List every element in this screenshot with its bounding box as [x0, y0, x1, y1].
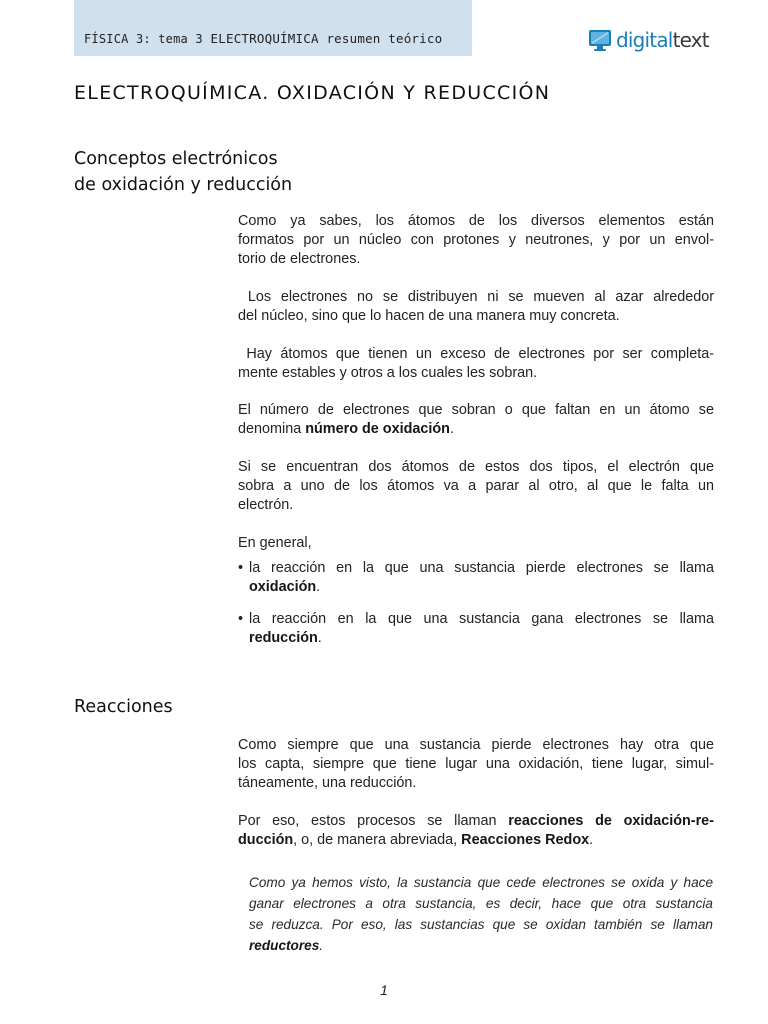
text-line: mente estables y otros a los cuales les sobran.: [238, 365, 538, 381]
text-line: Por eso, estos procesos se llaman reacciones de oxidación-re-: [238, 813, 714, 829]
header-doc-type: resumen teórico: [326, 31, 443, 46]
text-line: Los electrones no se distribuyen ni se mueven al azar alrededor: [238, 289, 714, 305]
bullet-oxidation: [238, 559, 714, 597]
page-number: 1: [380, 982, 388, 998]
text-line: Si se encuentran dos átomos de estos dos tipos, el electrón que: [238, 459, 714, 475]
text-line: formatos por un núcleo con protones y neutrones, y por un envol-: [238, 232, 714, 248]
text-line: los capta, siempre que tiene lugar una oxidación, tiene lugar, simul-: [238, 756, 714, 772]
monitor-logo-icon: [588, 27, 614, 53]
text-line: la reacción en la que una sustancia pierde electrones se llama: [249, 560, 714, 576]
term-redox-reactions: reacciones de oxidación-re-: [508, 813, 714, 829]
text-line: ducción, o, de manera abreviada, Reacciones Redox.: [238, 832, 594, 848]
paragraph-redox: [238, 812, 714, 850]
text-line: torio de electrones.: [238, 251, 361, 267]
paragraph-simultaneous-reactions: [238, 736, 714, 793]
term-reduction: reducción: [249, 630, 318, 646]
text-line: denomina número de oxidación.: [238, 421, 454, 437]
digitaltext-logo: [588, 26, 709, 54]
header-topic: ELECTROQUÍMICA: [210, 31, 319, 46]
header-title: [84, 31, 442, 46]
term-redox-reactions-cont: ducción: [238, 832, 294, 848]
paragraph-electron-distribution: [238, 288, 714, 326]
text-line: Como siempre que una sustancia pierde electrones hay otra que: [238, 737, 714, 753]
paragraph-atoms: [238, 212, 714, 269]
text-line: sobra a uno de los átomos va a parar al otro, al que le falta un: [238, 478, 714, 494]
text-line: reductores.: [249, 938, 324, 953]
text-line: la reacción en la que una sustancia gana electrones se llama: [249, 611, 714, 627]
text-line: del núcleo, sino que lo hacen de una manera muy concreta.: [238, 308, 620, 324]
heading-line: de oxidación y reducción: [74, 175, 293, 195]
page-title: ELECTROQUÍMICA. OXIDACIÓN Y REDUCCIÓN: [74, 82, 551, 104]
bullet-marker: •: [238, 560, 244, 576]
text-line: se reduzca. Por eso, las sustancias que se oxidan también se llaman: [249, 917, 713, 932]
paragraph-in-general: [238, 534, 714, 553]
text-line: Como ya sabes, los átomos de los diversos elementos están: [238, 213, 714, 229]
bullet-marker: •: [238, 611, 244, 627]
text-line: oxidación.: [249, 579, 321, 595]
term-redox: Reacciones Redox: [461, 832, 590, 848]
text-line: ganar electrones a otra sustancia, es decir, hace que otra sustancia: [249, 896, 713, 911]
term-oxidation: oxidación: [249, 579, 317, 595]
heading-line: Conceptos electrónicos: [74, 149, 278, 169]
text-line: reducción.: [249, 630, 322, 646]
term-oxidation-number: número de oxidación: [305, 421, 450, 437]
text-line: Como ya hemos visto, la sustancia que cede electrones se oxida y hace: [249, 875, 713, 890]
paragraph-electron-transfer: [238, 458, 714, 515]
text-line: táneamente, una reducción.: [238, 775, 417, 791]
note-reductores: [249, 872, 713, 956]
text-line: En general,: [238, 535, 312, 551]
term-reductores: reductores: [249, 938, 320, 953]
section-heading-conceptos: [74, 146, 292, 198]
paragraph-excess-electrons: [238, 345, 714, 383]
section-heading-reacciones: Reacciones: [74, 697, 173, 717]
text-line: electrón.: [238, 497, 294, 513]
logo-wordmark: digitaltext: [616, 28, 709, 52]
paragraph-oxidation-number: [238, 401, 714, 439]
header-band: [74, 0, 472, 56]
bullet-reduction: [238, 610, 714, 648]
text-line: El número de electrones que sobran o que faltan en un átomo se: [238, 402, 714, 418]
text-line: Hay átomos que tienen un exceso de electrones por ser completa-: [238, 346, 714, 362]
header-subject: FÍSICA 3: tema 3: [84, 32, 203, 46]
